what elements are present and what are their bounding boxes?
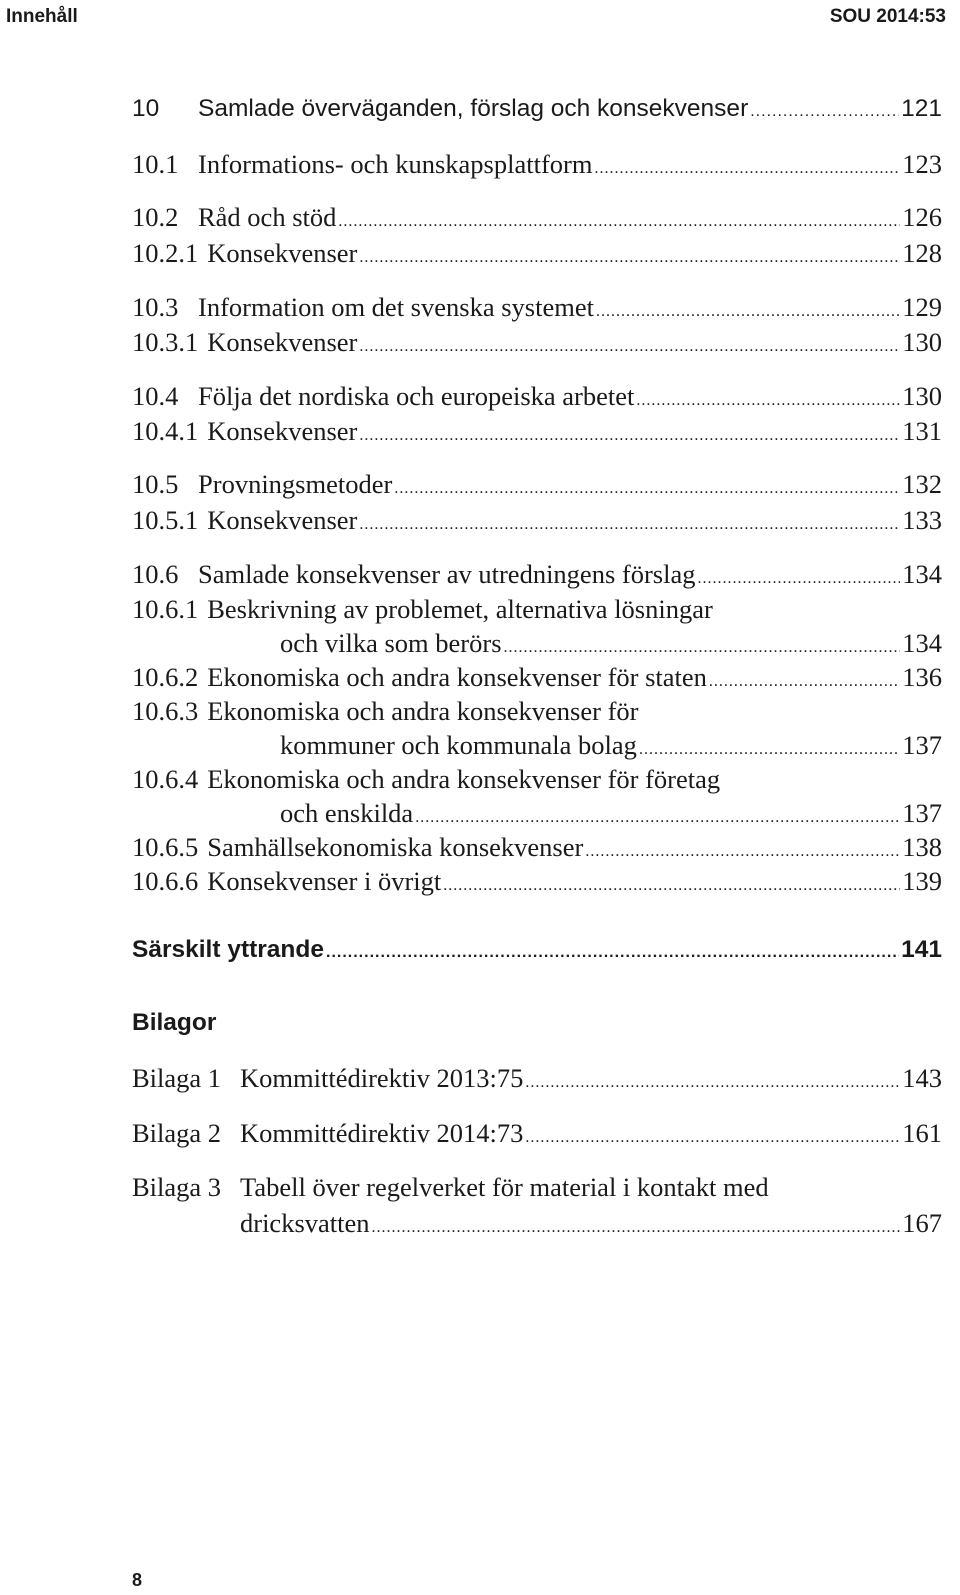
appendix-number: Bilaga 2	[132, 1118, 222, 1148]
toc-number: 10.6	[132, 559, 179, 589]
dot-leader	[750, 97, 899, 127]
toc-page: 139	[902, 866, 942, 896]
dot-leader	[504, 633, 901, 663]
dot-leader	[594, 154, 900, 184]
toc-page: 133	[902, 505, 942, 535]
toc-entry-special-statement[interactable]	[132, 935, 942, 968]
dot-leader	[415, 803, 900, 833]
toc-entry-continuation[interactable]	[280, 730, 942, 765]
toc-entry-subsection[interactable]	[132, 238, 942, 273]
toc-title: Ekonomiska och andra konsekvenser för företag	[207, 764, 721, 794]
toc-number: 10.2.1	[132, 238, 199, 268]
toc-entry-subsection[interactable]	[132, 327, 942, 362]
toc-entry-subsection[interactable]	[132, 416, 942, 451]
toc-entry-chapter[interactable]	[132, 94, 942, 127]
toc-entry-subsection[interactable]	[132, 696, 942, 726]
toc-title: Ekonomiska och andra konsekvenser för staten	[207, 662, 707, 692]
toc-page: 134	[902, 559, 942, 589]
dot-leader	[596, 297, 900, 327]
toc-page: 134	[902, 628, 942, 658]
dot-leader	[326, 938, 899, 968]
toc-page: 141	[901, 936, 942, 963]
toc-number: 10.5.1	[132, 505, 199, 535]
toc-title-continued: och vilka som berörs	[280, 628, 502, 658]
toc-number: 10.6.3	[132, 696, 199, 726]
toc-title: Samhällsekonomiska konsekvenser	[207, 832, 584, 862]
toc-entry-subsection[interactable]	[132, 866, 942, 901]
toc-entry-subsection[interactable]	[132, 505, 942, 540]
toc-number: 10.6.4	[132, 764, 199, 794]
toc-entry-section[interactable]	[132, 469, 942, 504]
toc-page: 138	[902, 832, 942, 862]
appendix-heading: Bilagor	[132, 1009, 217, 1036]
toc-title: Beskrivning av problemet, alternativa lösningar	[207, 594, 713, 624]
toc-page: 130	[902, 327, 942, 357]
dot-leader	[639, 735, 900, 765]
toc-number: 10.6.6	[132, 866, 199, 896]
appendix-number: Bilaga 1	[132, 1063, 222, 1093]
dot-leader	[359, 421, 900, 451]
toc-entry-continuation[interactable]	[280, 798, 942, 833]
running-header-left: Innehåll	[6, 6, 78, 27]
appendix-number: Bilaga 3	[132, 1172, 222, 1202]
toc-entry-section[interactable]	[132, 202, 942, 237]
toc-title: Konsekvenser	[207, 327, 358, 357]
toc-title: Provningsmetoder	[198, 469, 393, 499]
toc-title-continued: kommuner och kommunala bolag	[280, 730, 637, 760]
toc-page: 131	[902, 416, 942, 446]
toc-number: 10.6.2	[132, 662, 199, 692]
toc-title: Samlade konsekvenser av utredningens förslag	[198, 559, 696, 589]
toc-entry-subsection[interactable]	[132, 832, 942, 867]
toc-title: Informations- och kunskapsplattform	[198, 149, 593, 179]
toc-title: Kommittédirektiv 2013:75	[240, 1063, 524, 1093]
toc-page: 126	[902, 202, 942, 232]
dot-leader	[443, 871, 900, 901]
toc-page: 137	[902, 798, 942, 828]
toc-title: Följa det nordiska och europeiska arbetet	[198, 381, 635, 411]
toc-page: 136	[902, 662, 942, 692]
toc-page: 128	[902, 238, 942, 268]
toc-number: 10.4.1	[132, 416, 199, 446]
toc-number: 10.6.1	[132, 594, 199, 624]
toc-page: 143	[902, 1063, 942, 1093]
toc-title: Tabell över regelverket för material i kontakt med	[240, 1172, 769, 1202]
toc-page: 137	[902, 730, 942, 760]
dot-leader	[338, 207, 900, 237]
toc-entry-continuation[interactable]	[240, 1208, 942, 1243]
toc-number: 10	[132, 95, 160, 122]
toc-entry-section[interactable]	[132, 381, 942, 416]
toc-number: 10.2	[132, 202, 179, 232]
toc-title-continued: dricksvatten	[240, 1208, 370, 1238]
toc-page: 129	[902, 292, 942, 322]
dot-leader	[359, 332, 900, 362]
dot-leader	[525, 1123, 900, 1153]
toc-page: 130	[902, 381, 942, 411]
running-header-right: SOU 2014:53	[829, 6, 946, 27]
dot-leader	[709, 667, 900, 697]
toc-title: Konsekvenser i övrigt	[207, 866, 442, 896]
toc-title: Särskilt yttrande	[132, 936, 324, 963]
toc-title-continued: och enskilda	[280, 798, 414, 828]
toc-title: Samlade överväganden, förslag och konsekvenser	[198, 95, 749, 122]
toc-number: 10.1	[132, 149, 179, 179]
toc-page: 167	[902, 1208, 942, 1238]
toc-entry-section[interactable]	[132, 149, 942, 184]
toc-title: Ekonomiska och andra konsekvenser för	[207, 696, 639, 726]
toc-number: 10.3	[132, 292, 179, 322]
toc-number: 10.3.1	[132, 327, 199, 357]
toc-entry-continuation[interactable]	[280, 628, 942, 663]
toc-entry-appendix[interactable]	[132, 1118, 942, 1153]
toc-number: 10.6.5	[132, 832, 199, 862]
dot-leader	[585, 837, 900, 867]
page-number: 8	[132, 1570, 143, 1590]
toc-number: 10.5	[132, 469, 179, 499]
dot-leader	[394, 474, 900, 504]
toc-title: Råd och stöd	[198, 202, 337, 232]
toc-entry-appendix[interactable]	[132, 1063, 942, 1098]
toc-entry-subsection[interactable]	[132, 594, 942, 624]
dot-leader	[372, 1213, 901, 1243]
toc-page: 121	[901, 95, 942, 122]
toc-entry-section[interactable]	[132, 292, 942, 327]
toc-title: Konsekvenser	[207, 505, 358, 535]
toc-entry-appendix[interactable]	[132, 1172, 942, 1202]
dot-leader	[525, 1068, 900, 1098]
toc-entry-section[interactable]	[132, 559, 942, 594]
dot-leader	[636, 386, 900, 416]
toc-page: 161	[902, 1118, 942, 1148]
toc-page: 123	[902, 149, 942, 179]
toc-page: 132	[902, 469, 942, 499]
toc-title: Kommittédirektiv 2014:73	[240, 1118, 524, 1148]
toc-number: 10.4	[132, 381, 179, 411]
dot-leader	[359, 510, 900, 540]
toc-title: Konsekvenser	[207, 238, 358, 268]
toc-title: Konsekvenser	[207, 416, 358, 446]
dot-leader	[697, 564, 900, 594]
dot-leader	[359, 243, 900, 273]
toc-entry-subsection[interactable]	[132, 764, 942, 794]
toc-title: Information om det svenska systemet	[198, 292, 594, 322]
toc-entry-subsection[interactable]	[132, 662, 942, 697]
